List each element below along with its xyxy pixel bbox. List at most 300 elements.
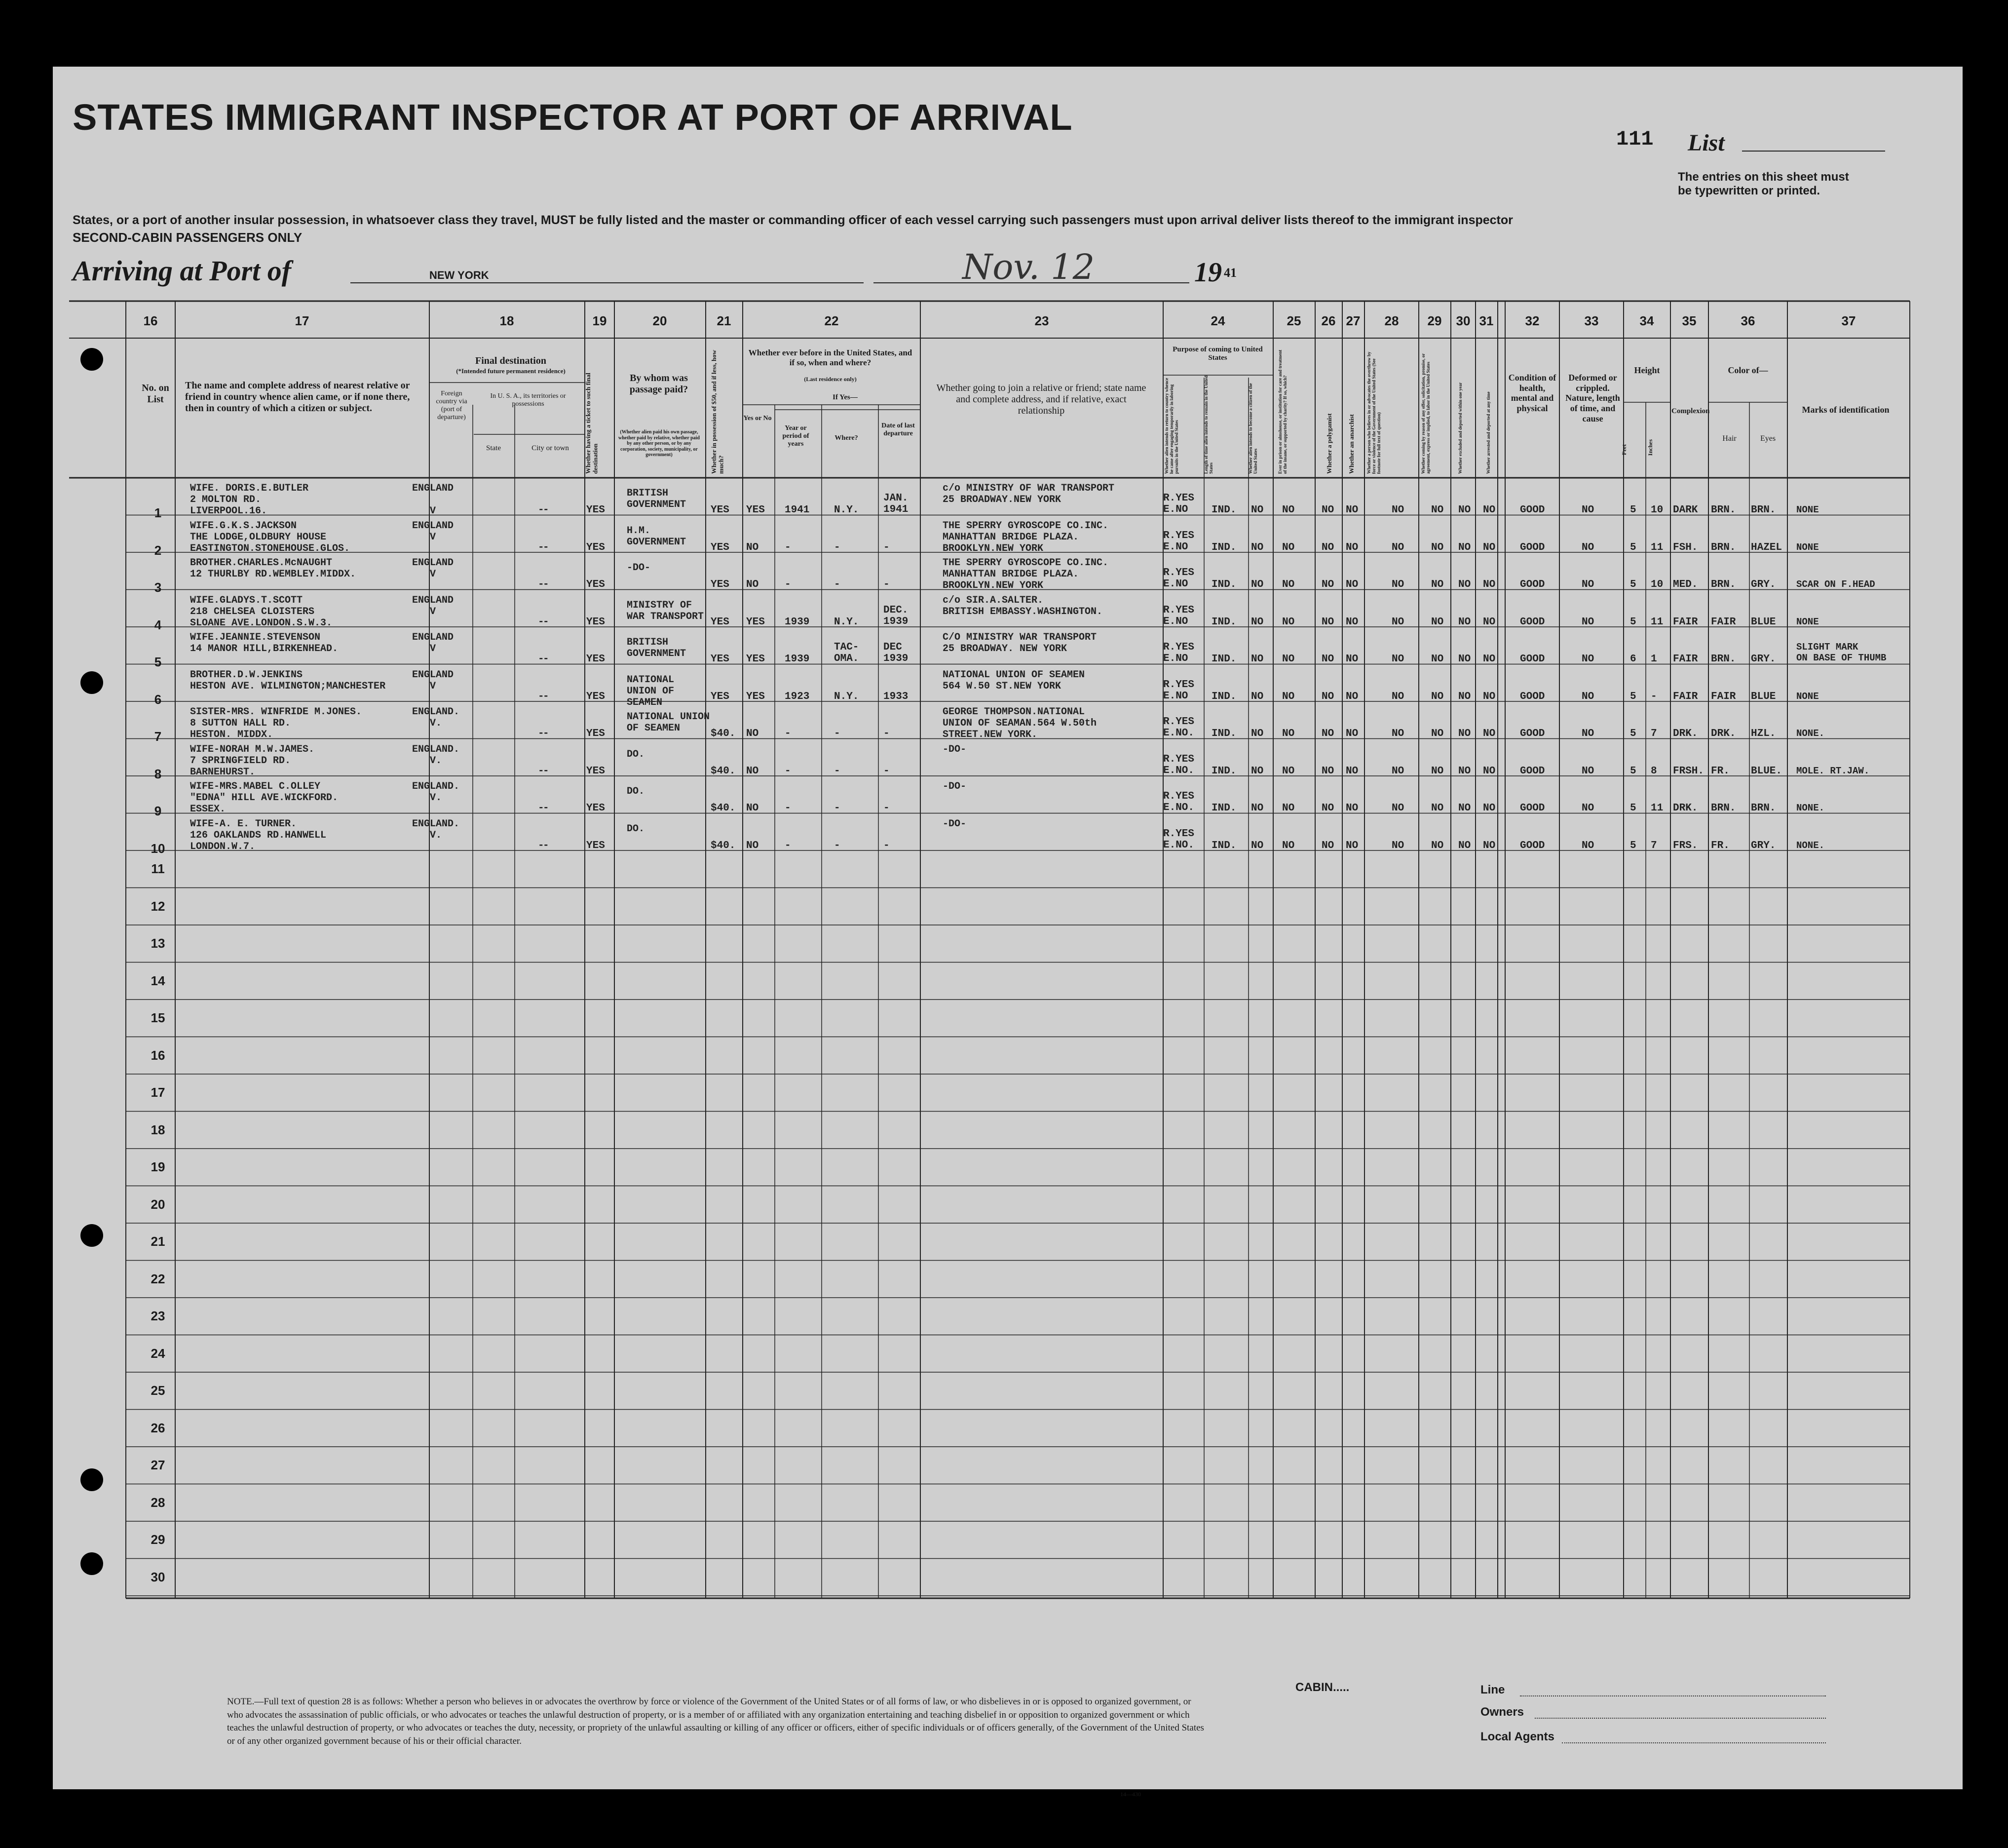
dest-city: - <box>543 654 549 665</box>
height-feet: 5 <box>1630 616 1636 628</box>
labor-offer: NO <box>1431 765 1444 777</box>
col-32-header: Condition of health, mental and physical <box>1508 373 1556 414</box>
deported: NO <box>1483 504 1496 516</box>
passage-paid-by: DO. <box>627 748 645 760</box>
typewritten-note-line: be typewritten or printed. <box>1678 184 1820 197</box>
row-number: 3 <box>154 580 162 595</box>
row-number: 24 <box>151 1346 165 1361</box>
polygamist: NO <box>1322 691 1334 702</box>
col-30-header: Whether excluded and deported within one year <box>1458 382 1463 474</box>
col-34-header: Height <box>1634 365 1660 375</box>
col-20-subheader: (Whether alien paid his own passage, whether paid by relative, whether paid by any other person, or by any corporation, society, municipality, or government) <box>618 429 700 458</box>
prison: NO <box>1282 840 1295 851</box>
length-of-stay: IND. <box>1212 803 1237 814</box>
anarchist: NO <box>1346 616 1359 628</box>
prison: NO <box>1282 765 1295 777</box>
health: GOOD <box>1520 691 1545 702</box>
year-in-us: 1923 <box>785 691 810 702</box>
dest-state: - <box>538 803 544 814</box>
intends-citizen: NO <box>1251 803 1264 814</box>
column-number: 37 <box>1841 313 1856 328</box>
foreign-country: ENGLAND V <box>412 594 454 617</box>
previously-in-us: NO <box>746 765 759 777</box>
ticket: YES <box>586 840 605 851</box>
height-inches: 7 <box>1651 840 1657 851</box>
col-21-header: Whether in possession of $50, and if less, how much? <box>710 349 725 474</box>
deformed: NO <box>1582 728 1594 739</box>
anarchist: NO <box>1346 728 1359 739</box>
dest-state: - <box>538 840 544 851</box>
height-inches: - <box>1651 691 1657 702</box>
ticket: YES <box>586 803 605 814</box>
row-number: 7 <box>154 729 162 744</box>
year-suffix: 41 <box>1224 266 1237 280</box>
joining-relative: c/o MINISTRY OF WAR TRANSPORT 25 BROADWAY.NEW YORK <box>943 483 1115 505</box>
year-in-us: - <box>785 840 791 851</box>
agents-blank <box>1562 1742 1826 1743</box>
excluded: NO <box>1458 579 1471 590</box>
column-number: 20 <box>652 313 667 328</box>
money-possessed: $40. <box>711 765 736 777</box>
foreign-country: ENGLAND. V. <box>412 781 460 804</box>
column-number: 34 <box>1639 313 1654 328</box>
height-inches: 10 <box>1651 504 1664 516</box>
row-number: 14 <box>151 973 165 988</box>
prison: NO <box>1282 616 1295 628</box>
intends-citizen: NO <box>1251 579 1264 590</box>
purpose: R.YES E.NO <box>1163 493 1195 515</box>
length-of-stay: IND. <box>1212 504 1237 516</box>
row-number: 18 <box>151 1122 165 1137</box>
where-in-us: N.Y. <box>834 691 859 702</box>
relative-address: WIFE-MRS.MABEL C.OLLEY "EDNA" HILL AVE.WICKFORD. ESSEX. <box>190 781 339 815</box>
excluded: NO <box>1458 728 1471 739</box>
overthrow: NO <box>1392 579 1404 590</box>
money-possessed: YES <box>711 579 729 590</box>
purpose: R.YES E.NO <box>1163 679 1195 702</box>
year-in-us: 1941 <box>785 504 810 516</box>
column-number: 26 <box>1321 313 1336 328</box>
deformed: NO <box>1582 504 1594 516</box>
joining-relative: c/o SIR.A.SALTER. BRITISH EMBASSY.WASHINGTON. <box>943 594 1103 617</box>
col-18-header: Final destination <box>475 355 546 366</box>
question-28-footnote: NOTE.—Full text of question 28 is as follows: Whether a person who believes in or advocates the overthrow by force or violence of the Government of the United States or of all forms of law, or who disbelieves in or is opposed to organized government, or who advocates the assassination of public officials, or who advocates or teaches the unlawful destruction of property, or is a member of or affiliated with any organization entertaining and teaching disbelief in or opposition to organized government or which teaches the unlawful destruction of property, or who advocates or teaches the duty, necessity, or propriety of the unlawful assaulting or killing of any officer or officers, either of specific individuals or of officers generally, of the Government of the United States or of any other organized government because of his or their official character. <box>227 1696 1204 1746</box>
page-title: STATES IMMIGRANT INSPECTOR AT PORT OF ARRIVAL <box>73 97 1073 138</box>
dest-city: - <box>543 840 549 851</box>
labor-offer: NO <box>1431 504 1444 516</box>
last-departure: - <box>883 840 890 851</box>
row-number: 5 <box>154 654 162 669</box>
complexion: FAIR <box>1673 691 1698 702</box>
ticket: YES <box>586 728 605 739</box>
hair-color: BRN. <box>1711 803 1736 814</box>
year-in-us: - <box>785 728 791 739</box>
overthrow: NO <box>1392 728 1404 739</box>
previously-in-us: NO <box>746 840 759 851</box>
deported: NO <box>1483 616 1496 628</box>
col-22-year: Year or period of years <box>782 424 809 448</box>
row-number: 17 <box>151 1085 165 1100</box>
complexion: DRK. <box>1673 728 1698 739</box>
intends-citizen: NO <box>1251 654 1264 665</box>
col-25-header: Ever in prison or almshouse, or institution for care and treatment of the insane, or supported by charity? If so, which? <box>1278 349 1288 474</box>
typewritten-note-line: The entries on this sheet must <box>1678 170 1849 184</box>
height-feet: 5 <box>1630 728 1636 739</box>
dest-state: - <box>538 579 544 590</box>
row-number: 10 <box>151 841 165 856</box>
purpose: R.YES E.NO <box>1163 567 1195 590</box>
deported: NO <box>1483 579 1496 590</box>
passage-paid-by: DO. <box>627 823 645 835</box>
col-26-header: Whether a polygamist <box>1326 413 1333 474</box>
deformed: NO <box>1582 654 1594 665</box>
col-22-where: Where? <box>834 434 858 442</box>
joining-relative: THE SPERRY GYROSCOPE CO.INC. MANHATTAN BRIDGE PLAZA. BROOKLYN.NEW YORK <box>943 520 1109 554</box>
dest-state: - <box>538 616 544 628</box>
col-27-header: Whether an anarchist <box>1348 414 1355 474</box>
polygamist: NO <box>1322 840 1334 851</box>
deformed: NO <box>1582 803 1594 814</box>
col-36-hair: Hair <box>1722 434 1737 443</box>
col-34-inches: Inches <box>1647 439 1654 456</box>
col-18-foreign: Foreign country via (port of departure) <box>436 390 467 422</box>
passage-paid-by: BRITISH GOVERNMENT <box>627 488 686 510</box>
health: GOOD <box>1520 728 1545 739</box>
previously-in-us: YES <box>746 691 765 702</box>
col-22-ifyes: If Yes— <box>833 393 858 401</box>
polygamist: NO <box>1322 654 1334 665</box>
overthrow: NO <box>1392 803 1404 814</box>
excluded: NO <box>1458 654 1471 665</box>
column-number: 27 <box>1346 313 1361 328</box>
intends-citizen: NO <box>1251 616 1264 628</box>
ticket: YES <box>586 691 605 702</box>
eye-color: BLUE. <box>1751 765 1782 777</box>
row-number: 27 <box>151 1458 165 1472</box>
identification-marks: NONE <box>1796 691 1819 702</box>
dest-city: - <box>543 616 549 628</box>
col-24-header: Purpose of coming to United States <box>1173 346 1263 362</box>
col-37-header: Marks of identification <box>1802 405 1890 415</box>
foreign-country: ENGLAND V <box>412 483 454 517</box>
row-number: 19 <box>151 1159 165 1174</box>
year-in-us: 1939 <box>785 616 810 628</box>
ticket: YES <box>586 616 605 628</box>
row-number: 22 <box>151 1271 165 1286</box>
height-inches: 11 <box>1651 803 1664 814</box>
relative-address: WIFE-NORAH M.W.JAMES. 7 SPRINGFIELD RD. BARNEHURST. <box>190 743 315 778</box>
deported: NO <box>1483 803 1496 814</box>
health: GOOD <box>1520 765 1545 777</box>
complexion: DRK. <box>1673 803 1698 814</box>
row-number: 30 <box>151 1569 165 1584</box>
height-inches: 11 <box>1651 616 1664 628</box>
ticket: YES <box>586 579 605 590</box>
eye-color: GRY. <box>1751 654 1776 665</box>
height-feet: 5 <box>1630 579 1636 590</box>
excluded: NO <box>1458 765 1471 777</box>
instruction-text: States, or a port of another insular possession, in whatsoever class they travel, MUST be fully listed and the master or commanding officer of each vessel carrying such passengers must upon arrival deliver lists thereof to the immigrant inspector <box>73 213 1513 227</box>
height-feet: 5 <box>1630 803 1636 814</box>
anarchist: NO <box>1346 803 1359 814</box>
ticket: YES <box>586 765 605 777</box>
length-of-stay: IND. <box>1212 691 1237 702</box>
col-22-subheader: (Last residence only) <box>804 376 857 383</box>
column-number: 17 <box>295 313 309 328</box>
length-of-stay: IND. <box>1212 579 1237 590</box>
height-feet: 5 <box>1630 541 1636 553</box>
dest-city: - <box>543 504 549 516</box>
length-of-stay: IND. <box>1212 541 1237 553</box>
year-in-us: - <box>785 803 791 814</box>
overthrow: NO <box>1392 654 1404 665</box>
column-number: 21 <box>717 313 731 328</box>
joining-relative: NATIONAL UNION OF SEAMEN 564 W.50 ST.NEW YORK <box>943 669 1085 692</box>
identification-marks: NONE. <box>1796 728 1825 739</box>
col-23-header: Whether going to join a relative or friend; state name and complete address, and if relative, exact relationship <box>936 383 1146 416</box>
previously-in-us: YES <box>746 504 765 516</box>
relative-address: BROTHER.D.W.JENKINS HESTON AVE. WILMINGTON;MANCHESTER <box>190 669 386 692</box>
where-in-us: - <box>834 541 840 553</box>
column-number: 18 <box>499 313 514 328</box>
hair-color: BRN. <box>1711 579 1736 590</box>
purpose: R.YES E.NO. <box>1163 791 1195 813</box>
prison: NO <box>1282 541 1295 553</box>
port-value: NEW YORK <box>429 269 489 281</box>
anarchist: NO <box>1346 691 1359 702</box>
intends-citizen: NO <box>1251 728 1264 739</box>
money-possessed: $40. <box>711 840 736 851</box>
row-number: 20 <box>151 1196 165 1212</box>
joining-relative: -DO- <box>943 743 967 755</box>
where-in-us: - <box>834 840 840 851</box>
hair-color: BRN. <box>1711 504 1736 516</box>
col-17-header: The name and complete address of nearest relative or friend in country whence alien came, or if none there, then in country of which a citizen or subject. <box>185 380 410 414</box>
deformed: NO <box>1582 840 1594 851</box>
dest-state: - <box>538 728 544 739</box>
anarchist: NO <box>1346 765 1359 777</box>
foreign-country: ENGLAND. V. <box>412 706 460 729</box>
height-inches: 7 <box>1651 728 1657 739</box>
row-number: 1 <box>154 505 162 520</box>
row-number: 29 <box>151 1532 165 1547</box>
overthrow: NO <box>1392 765 1404 777</box>
relative-address: WIFE.G.K.S.JACKSON THE LODGE,OLDBURY HOUSE EASTINGTON.STONEHOUSE.GLOS. <box>190 520 350 554</box>
overthrow: NO <box>1392 691 1404 702</box>
where-in-us: - <box>834 803 840 814</box>
money-possessed: YES <box>711 691 729 702</box>
purpose: R.YES E.NO <box>1163 604 1195 627</box>
labor-offer: NO <box>1431 728 1444 739</box>
health: GOOD <box>1520 504 1545 516</box>
dest-city: - <box>543 579 549 590</box>
deformed: NO <box>1582 579 1594 590</box>
hair-color: DRK. <box>1711 728 1736 739</box>
complexion: FRS. <box>1673 840 1698 851</box>
row-number: 12 <box>151 898 165 914</box>
polygamist: NO <box>1322 504 1334 516</box>
last-departure: JAN. 1941 <box>883 493 909 515</box>
dest-city: - <box>543 691 549 702</box>
deformed: NO <box>1582 691 1594 702</box>
health: GOOD <box>1520 803 1545 814</box>
deformed: NO <box>1582 541 1594 553</box>
foreign-country: ENGLAND V <box>412 520 454 543</box>
relative-address: BROTHER.CHARLES.McNAUGHT 12 THURLBY RD.WEMBLEY.MIDDX. <box>190 557 356 580</box>
relative-address: WIFE.GLADYS.T.SCOTT 218 CHELSEA CLOISTERS SLOANE AVE.LONDON.S.W.3. <box>190 594 333 629</box>
column-number: 35 <box>1682 313 1697 328</box>
row-number: 23 <box>151 1309 165 1323</box>
anarchist: NO <box>1346 541 1359 553</box>
year-in-us: - <box>785 765 791 777</box>
dest-city: - <box>543 728 549 739</box>
dest-city: - <box>543 765 549 777</box>
col-36-header: Color of— <box>1728 365 1768 375</box>
col-24a-header: Whether alien intends to return to country whence he came after engaging temporarily in laboring pursuits in the United States <box>1164 378 1179 474</box>
row-number: 6 <box>154 692 162 707</box>
class-line: SECOND-CABIN PASSENGERS ONLY <box>73 230 303 245</box>
relative-address: WIFE-A. E. TURNER. 126 OAKLANDS RD.HANWELL LONDON.W.7. <box>190 818 327 852</box>
dest-city: - <box>543 803 549 814</box>
foreign-country: ENGLAND V <box>412 632 454 654</box>
owners-label: Owners <box>1480 1705 1524 1719</box>
excluded: NO <box>1458 803 1471 814</box>
list-label: List <box>1688 130 1725 156</box>
health: GOOD <box>1520 840 1545 851</box>
prison: NO <box>1282 803 1295 814</box>
deformed: NO <box>1582 616 1594 628</box>
excluded: NO <box>1458 691 1471 702</box>
foreign-country: ENGLAND. V. <box>412 818 460 841</box>
relative-address: WIFE.JEANNIE.STEVENSON 14 MANOR HILL,BIRKENHEAD. <box>190 632 339 654</box>
purpose: R.YES E.NO. <box>1163 753 1195 776</box>
money-possessed: $40. <box>711 728 736 739</box>
dest-state: - <box>538 691 544 702</box>
ticket: YES <box>586 654 605 665</box>
year-in-us: - <box>785 541 791 553</box>
deported: NO <box>1483 840 1496 851</box>
health: GOOD <box>1520 616 1545 628</box>
money-possessed: YES <box>711 654 729 665</box>
where-in-us: TAC- OMA. <box>834 642 859 664</box>
height-inches: 8 <box>1651 765 1657 777</box>
anarchist: NO <box>1346 840 1359 851</box>
excluded: NO <box>1458 541 1471 553</box>
row-number: 16 <box>151 1047 165 1063</box>
purpose: R.YES E.NO <box>1163 530 1195 553</box>
prison: NO <box>1282 728 1295 739</box>
row-number: 8 <box>154 766 162 781</box>
deported: NO <box>1483 541 1496 553</box>
labor-offer: NO <box>1431 691 1444 702</box>
identification-marks: NONE. <box>1796 840 1825 851</box>
intends-citizen: NO <box>1251 691 1264 702</box>
money-possessed: $40. <box>711 803 736 814</box>
height-feet: 5 <box>1630 691 1636 702</box>
last-departure: 1933 <box>883 691 909 702</box>
passage-paid-by: DO. <box>627 786 645 797</box>
col-34-feet: Feet <box>1621 444 1628 455</box>
deported: NO <box>1483 691 1496 702</box>
column-number: 32 <box>1525 313 1540 328</box>
where-in-us: - <box>834 728 840 739</box>
where-in-us: - <box>834 579 840 590</box>
column-number: 25 <box>1287 313 1301 328</box>
col-19-header: Whether having a ticket to such final destination <box>584 373 599 474</box>
height-feet: 5 <box>1630 504 1636 516</box>
polygamist: NO <box>1322 803 1334 814</box>
column-number: 33 <box>1584 313 1599 328</box>
dest-city: - <box>543 541 549 553</box>
overthrow: NO <box>1392 541 1404 553</box>
labor-offer: NO <box>1431 616 1444 628</box>
length-of-stay: IND. <box>1212 654 1237 665</box>
identification-marks: NONE <box>1796 504 1819 515</box>
labor-offer: NO <box>1431 541 1444 553</box>
ticket: YES <box>586 504 605 516</box>
complexion: FRSH. <box>1673 765 1705 777</box>
col-18-usa: In U. S. A., its territories or possessions <box>490 392 566 408</box>
foreign-country: ENGLAND V <box>412 669 454 692</box>
joining-relative: -DO- <box>943 781 967 792</box>
eye-color: BLUE <box>1751 691 1776 702</box>
height-inches: 10 <box>1651 579 1664 590</box>
health: GOOD <box>1520 579 1545 590</box>
complexion: DARK <box>1673 504 1698 516</box>
row-number: 11 <box>151 861 165 876</box>
complexion: MED. <box>1673 579 1698 590</box>
identification-marks: NONE <box>1796 541 1819 553</box>
excluded: NO <box>1458 616 1471 628</box>
col-28-header: Whether a person who believes in or advocates the overthrow by force or violence of the Government of the United States (See footnote for full text of question) <box>1366 351 1381 474</box>
purpose: R.YES E.NO. <box>1163 716 1195 739</box>
line-label: Line <box>1480 1683 1505 1696</box>
polygamist: NO <box>1322 541 1334 553</box>
foreign-country: ENGLAND. V. <box>412 743 460 767</box>
row-number: 21 <box>151 1234 165 1249</box>
prison: NO <box>1282 579 1295 590</box>
arrival-date: Nov. 12 <box>962 247 1095 287</box>
passage-paid-by: BRITISH GOVERNMENT <box>627 637 686 659</box>
ticket: YES <box>586 541 605 553</box>
form-number: 14—430 <box>1120 1791 1141 1798</box>
agents-label: Local Agents <box>1480 1730 1554 1743</box>
column-number: 28 <box>1384 313 1399 328</box>
row-number: 26 <box>151 1420 165 1435</box>
health: GOOD <box>1520 654 1545 665</box>
where-in-us: N.Y. <box>834 504 859 516</box>
col-22-header: Whether ever before in the United States, and if so, when and where? <box>748 348 912 367</box>
column-number: 36 <box>1741 313 1755 328</box>
column-number: 23 <box>1034 313 1049 328</box>
labor-offer: NO <box>1431 803 1444 814</box>
overthrow: NO <box>1392 840 1404 851</box>
cabin-label: CABIN..... <box>1295 1681 1350 1694</box>
page-number: 111 <box>1616 127 1654 151</box>
owners-blank <box>1535 1718 1826 1719</box>
row-number: 9 <box>154 804 162 818</box>
money-possessed: YES <box>711 616 729 628</box>
money-possessed: YES <box>711 541 729 553</box>
identification-marks: NONE <box>1796 616 1819 627</box>
length-of-stay: IND. <box>1212 616 1237 628</box>
height-feet: 5 <box>1630 840 1636 851</box>
year-prefix: 19 <box>1194 257 1222 288</box>
where-in-us: - <box>834 765 840 777</box>
passage-paid-by: -DO- <box>627 562 651 574</box>
eye-color: BRN. <box>1751 504 1776 516</box>
row-number: 15 <box>151 1010 165 1025</box>
